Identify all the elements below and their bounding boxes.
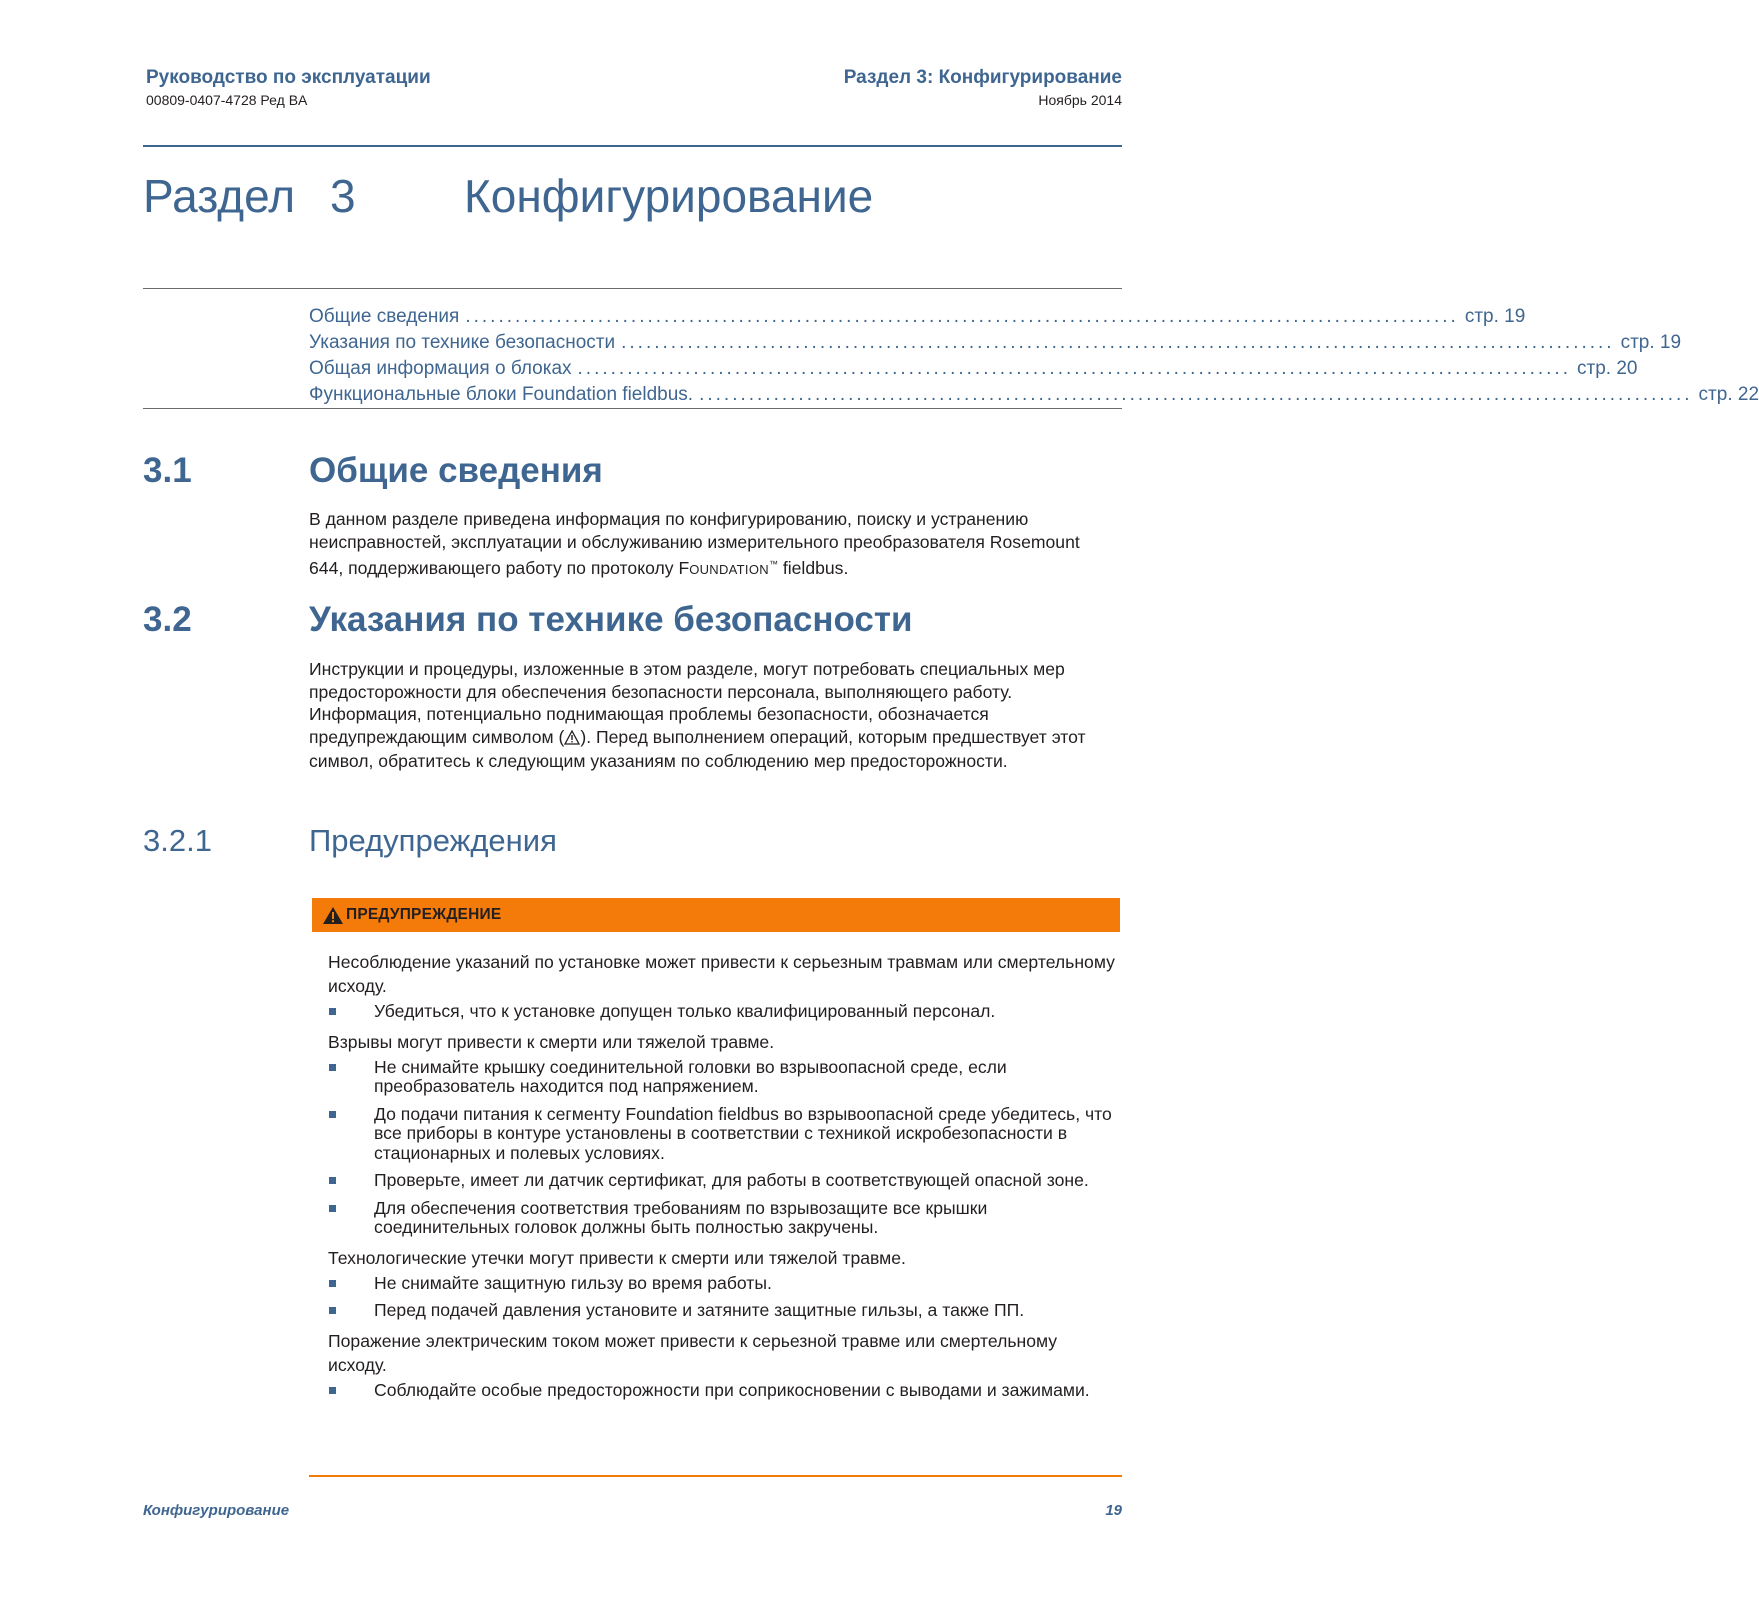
chapter-title: Конфигурирование: [464, 170, 874, 222]
bullet-square-icon: [329, 1064, 336, 1071]
warning-heading: Поражение электрическим током может привести к серьезной травме или смертельному исходу.: [328, 1330, 1058, 1375]
list-item-text: Не снимайте крышку соединительной головки во взрывоопасной среде, если преобразователь находится под напряжением.: [374, 1056, 1007, 1096]
bullet-square-icon: [329, 1387, 336, 1394]
table-of-contents: [309, 304, 1759, 408]
section-3-2-1-number: 3.2.1: [143, 823, 212, 858]
section-3-2-1-title: Предупреждения: [309, 823, 557, 858]
bullet-square-icon: [329, 1205, 336, 1212]
paragraph-text-end: fieldbus.: [777, 557, 849, 578]
header-rule: [143, 145, 1122, 147]
warning-list: [328, 1058, 1118, 1238]
header-date: Ноябрь 2014: [1038, 92, 1122, 108]
toc-page[interactable]: стр. 19: [1620, 332, 1682, 353]
section-3-2-number: 3.2: [143, 600, 192, 639]
list-item: [328, 1105, 1118, 1164]
toc-page[interactable]: стр. 20: [1577, 358, 1638, 379]
bullet-square-icon: [329, 1111, 336, 1118]
list-item-text: До подачи питания к сегменту Foundation fieldbus во взрывоопасной среде убедитесь, что все приборы в контуре установлены в соответствии с техникой искробезопасности в стационарных и полевых условиях.: [374, 1103, 1112, 1163]
doc-number: 00809-0407-4728 Ред BA: [146, 92, 308, 108]
warning-bottom-rule: [309, 1475, 1122, 1477]
toc-leader: ........................................................................................................................: [465, 306, 1459, 327]
toc-leader: ........................................................................................................................: [577, 358, 1571, 379]
paragraph-text: Инструкции и процедуры, изложенные в этом разделе, могут потребовать специальных мер предосторожности для обеспечения безопасности персонала, выполняющего работу. Информация, потенциально поднимающая проблемы безопасности, обозначается предупреждающим символом (: [309, 659, 1065, 747]
section-3-2-paragraph: [309, 658, 1114, 773]
warning-list: [328, 1002, 1118, 1022]
brand-smallcaps: OUNDATION: [689, 561, 769, 577]
warning-heading: Взрывы могут привести к смерти или тяжелой травме.: [328, 1031, 775, 1052]
list-item: [328, 1171, 1118, 1191]
toc-entry-blocks[interactable]: [309, 356, 1638, 382]
list-item-text: Убедиться, что к установке допущен только квалифицированный персонал.: [374, 1001, 996, 1021]
toc-top-rule: [143, 288, 1122, 289]
toc-entry-general[interactable]: [309, 304, 1526, 330]
bullet-square-icon: [329, 1177, 336, 1184]
list-item: [328, 1301, 1118, 1321]
toc-label[interactable]: Общие сведения: [309, 306, 460, 327]
list-item: [328, 1274, 1118, 1294]
toc-leader: ........................................................................................................................: [621, 332, 1615, 353]
list-item: [328, 1058, 1118, 1097]
toc-label[interactable]: Функциональные блоки Foundation fieldbus.: [309, 384, 694, 405]
section-3-2-title: Указания по технике безопасности: [309, 600, 913, 639]
list-item-text: Проверьте, имеет ли датчик сертификат, для работы в соответствующей опасной зоне.: [374, 1170, 1089, 1190]
toc-bottom-rule: [143, 408, 1122, 409]
toc-entry-ff-blocks[interactable]: [309, 382, 1759, 408]
toc-page[interactable]: стр. 19: [1464, 306, 1526, 327]
running-header-left: [146, 66, 431, 110]
warning-label: ПРЕДУПРЕЖДЕНИЕ: [346, 906, 502, 923]
warning-heading: Технологические утечки могут привести к смерти или тяжелой травме.: [328, 1247, 906, 1268]
list-item: [328, 1002, 1118, 1022]
footer-section-name: Конфигурирование: [143, 1502, 290, 1519]
section-3-1-number: 3.1: [143, 451, 192, 490]
running-header-right: [844, 66, 1122, 110]
page-number: 19: [1105, 1502, 1122, 1519]
list-item-text: Не снимайте защитную гильзу во время работы.: [374, 1272, 772, 1293]
toc-entry-safety[interactable]: [309, 330, 1682, 356]
manual-title: Руководство по эксплуатации: [146, 67, 431, 88]
section-3-1-paragraph: [309, 508, 1114, 581]
list-item: [328, 1381, 1118, 1401]
bullet-square-icon: [329, 1008, 336, 1015]
warning-triangle-icon: [564, 728, 580, 751]
chapter-number: 3: [330, 170, 356, 222]
chapter-label: Раздел: [143, 170, 296, 222]
bullet-square-icon: [329, 1280, 336, 1287]
list-item-text: Перед подачей давления установите и затяните защитные гильзы, а также ПП.: [374, 1300, 1025, 1320]
toc-label[interactable]: Указания по технике безопасности: [309, 332, 616, 353]
list-item-text: Для обеспечения соответствия требованиям по взрывозащите все крышки соединительных головок должны быть полностью закручены.: [374, 1197, 988, 1237]
toc-leader: ........................................................................................................................: [699, 384, 1693, 405]
bullet-square-icon: [329, 1307, 336, 1314]
paragraph-text: В данном разделе приведена информация по конфигурированию, поиску и устранению неисправностей, эксплуатации и обслуживанию измерительного преобразователя Rosemount 644, поддерживающего работу по протоколу: [309, 509, 1080, 578]
toc-page[interactable]: стр. 22: [1698, 384, 1759, 405]
list-item: [328, 1199, 1118, 1238]
warning-list: [328, 1274, 1118, 1321]
warning-list: [328, 1381, 1118, 1401]
section-3-1-title: Общие сведения: [309, 451, 603, 490]
warning-body: [328, 950, 1118, 1408]
header-section-title: Раздел 3: Конфигурирование: [843, 67, 1122, 88]
brand-name: [678, 558, 778, 578]
warning-heading: Несоблюдение указаний по установке может привести к серьезным травмам или смертельному исходу.: [328, 952, 1115, 996]
trademark-symbol: ™: [768, 559, 778, 569]
paragraph-text-end: ). Перед выполнением операций, которым предшествует этот символ, обратитесь к следующим указаниям по соблюдению мер предосторожности.: [309, 726, 1086, 771]
brand-initial: F: [678, 557, 690, 578]
toc-label[interactable]: Общая информация о блоках: [309, 358, 572, 379]
warning-banner: [312, 898, 1120, 932]
warning-triangle-icon: [322, 906, 344, 925]
list-item-text: Соблюдайте особые предосторожности при соприкосновении с выводами и зажимами.: [374, 1379, 1090, 1400]
